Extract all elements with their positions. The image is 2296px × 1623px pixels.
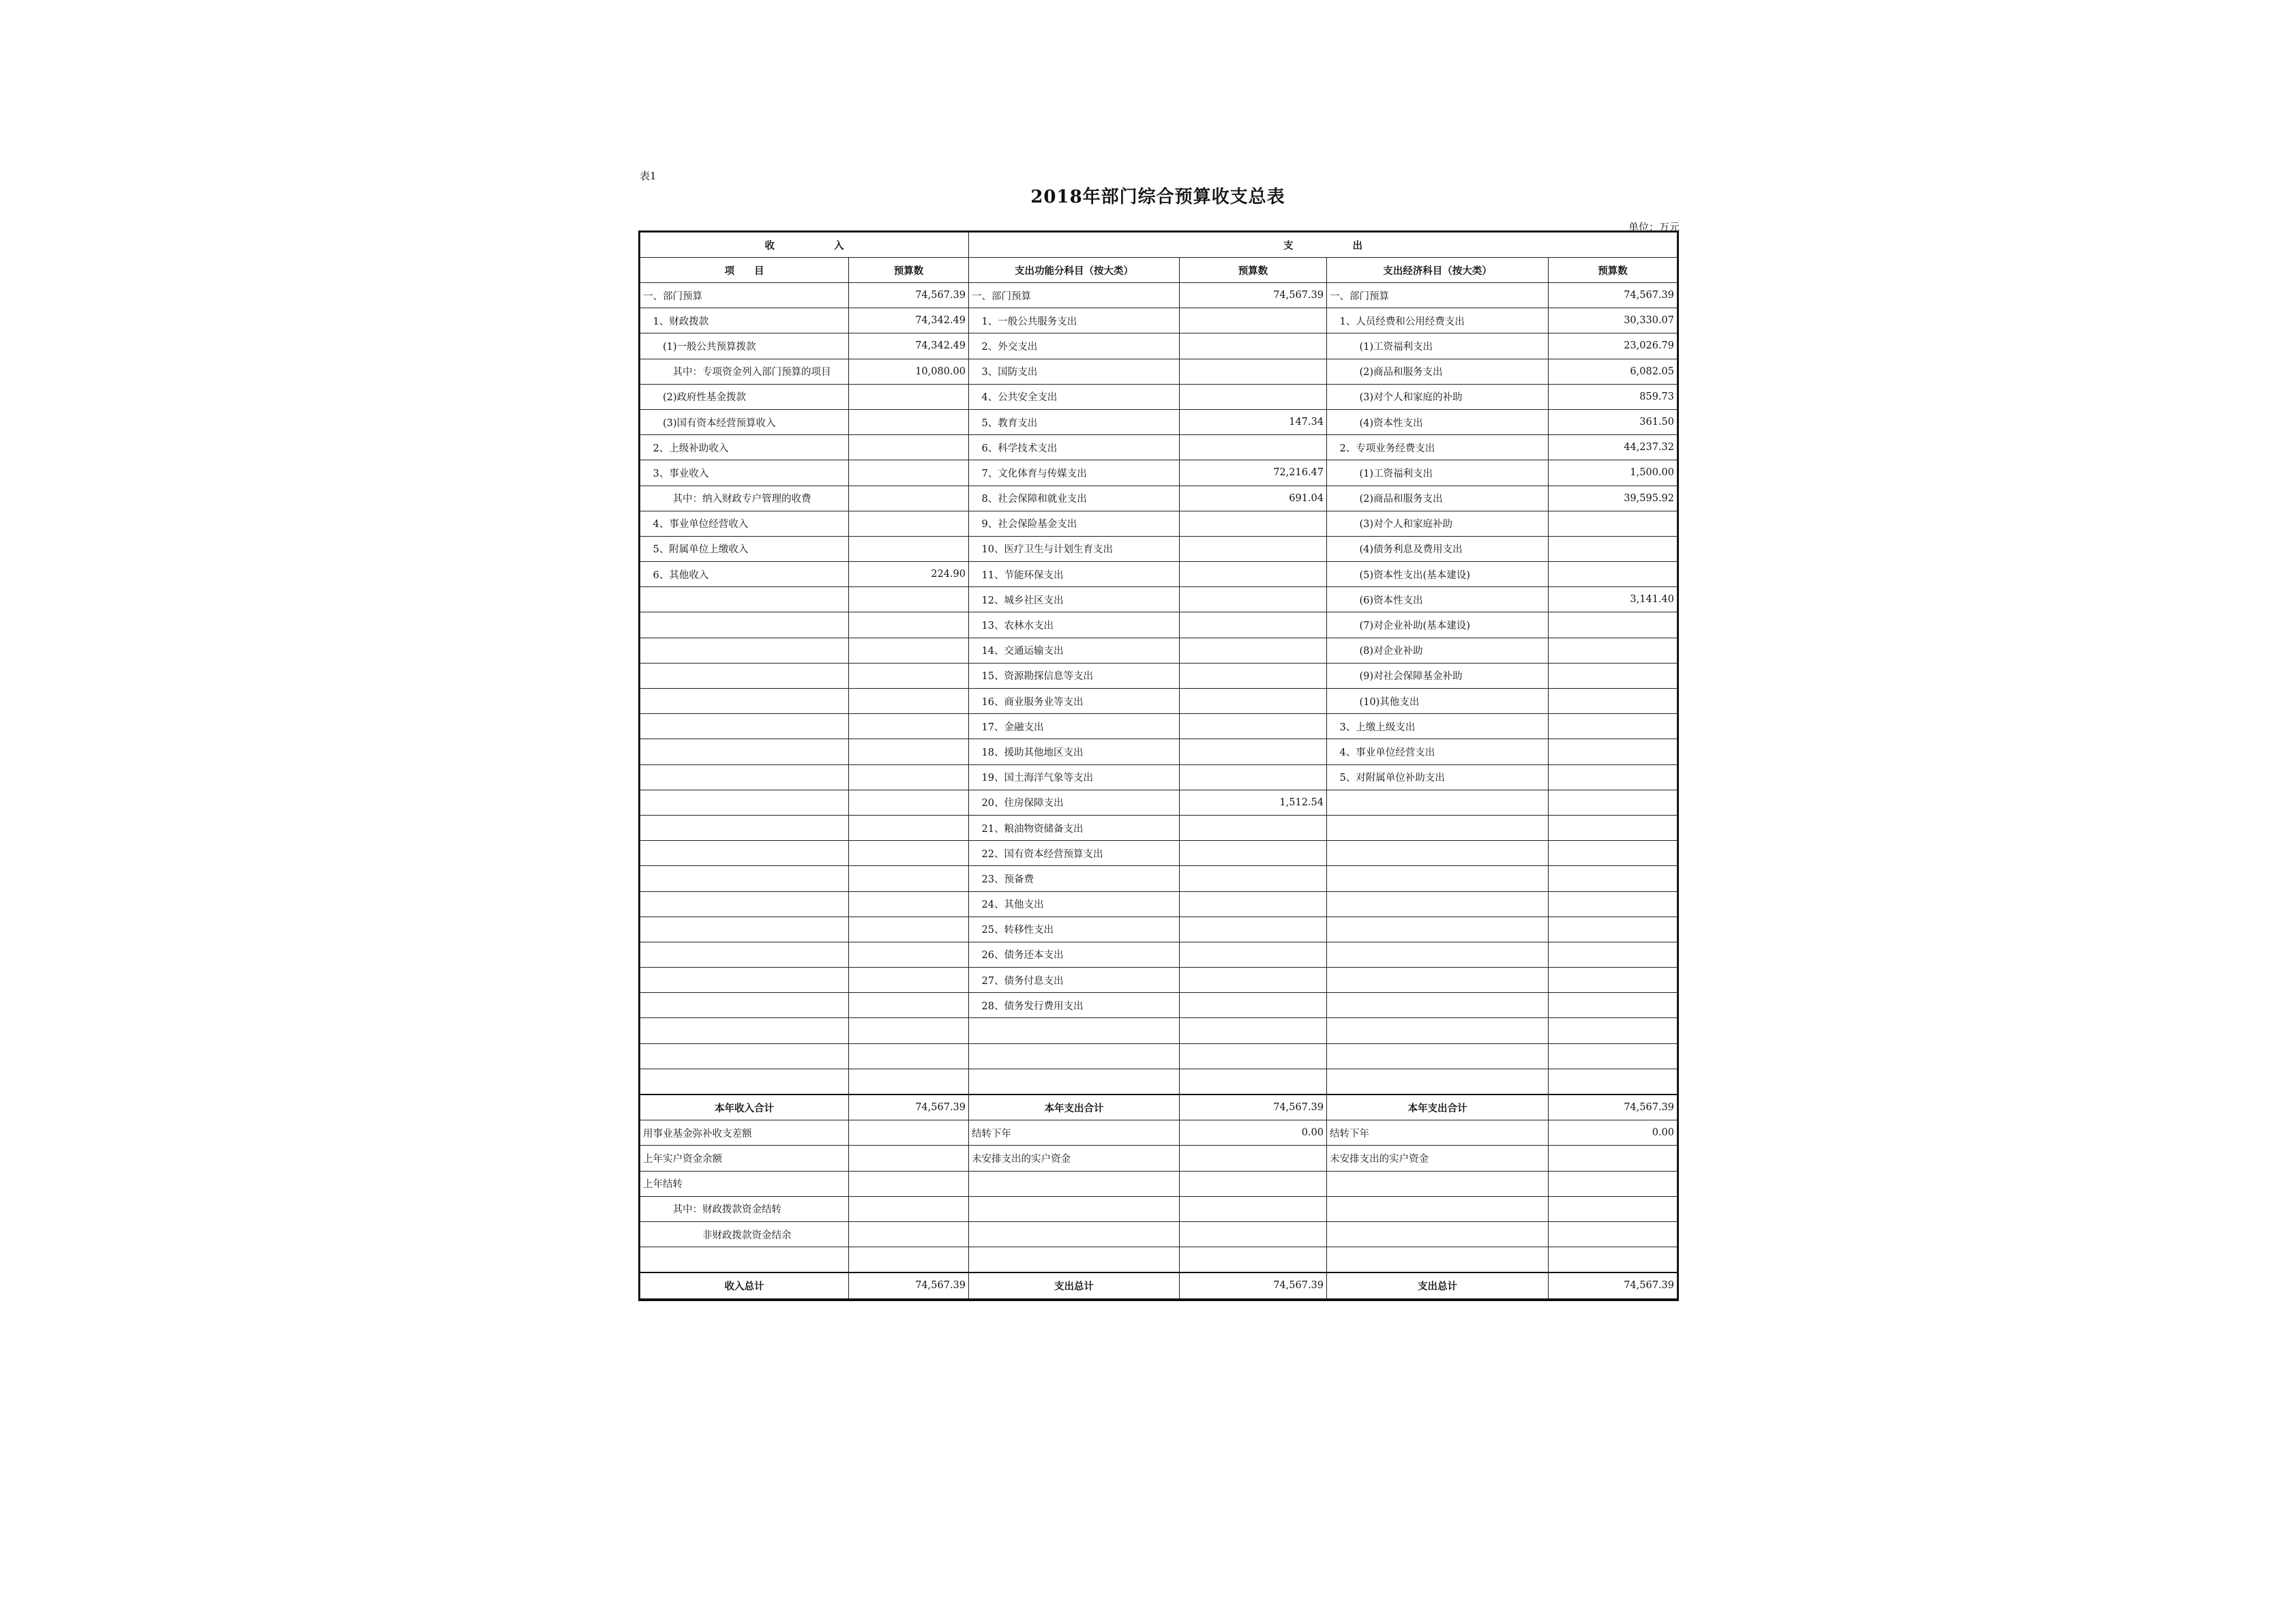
- function-item: 一、部门预算: [969, 283, 1180, 308]
- income-amount: [849, 917, 969, 942]
- economic-item: (3)对个人和家庭的补助: [1327, 384, 1549, 409]
- income-amount: [849, 942, 969, 967]
- income-item: [640, 587, 849, 612]
- economic-item: (3)对个人和家庭补助: [1327, 511, 1549, 536]
- income-item: 其中：纳入财政专户管理的收费: [640, 486, 849, 511]
- economic-amount: [1549, 891, 1678, 917]
- income-amount: [849, 1018, 969, 1043]
- economic-item: (10)其他支出: [1327, 689, 1549, 714]
- table-row: [640, 689, 1678, 714]
- economic-item: (4)债务利息及费用支出: [1327, 536, 1549, 561]
- income-amount: 74,342.49: [849, 308, 969, 333]
- function-item: [969, 1069, 1180, 1095]
- income-item: [640, 841, 849, 866]
- income-item: [640, 1247, 849, 1273]
- economic-amount: 30,330.07: [1549, 308, 1678, 333]
- income-amount: [849, 612, 969, 638]
- economic-amount: [1549, 511, 1678, 536]
- income-amount: [849, 866, 969, 891]
- income-amount: 74,567.39: [849, 283, 969, 308]
- income-item: [640, 866, 849, 891]
- economic-item: 4、事业单位经营支出: [1327, 739, 1549, 764]
- table-row: [640, 333, 1678, 359]
- economic-amount: 1,500.00: [1549, 460, 1678, 486]
- economic-amount: 3,141.40: [1549, 587, 1678, 612]
- table-row: [640, 283, 1678, 308]
- function-amount: [1180, 1018, 1327, 1043]
- income-item: [640, 689, 849, 714]
- income-amount: [849, 841, 969, 866]
- income-amount: 74,342.49: [849, 333, 969, 359]
- function-item: 支出总计: [969, 1272, 1180, 1298]
- income-amount: [849, 511, 969, 536]
- economic-item: 2、专项业务经费支出: [1327, 435, 1549, 460]
- economic-amount: [1549, 968, 1678, 993]
- column-header-row: [640, 258, 1678, 283]
- function-item: [969, 1018, 1180, 1043]
- function-item: 9、社会保险基金支出: [969, 511, 1180, 536]
- table-row: [640, 942, 1678, 967]
- economic-item: (1)工资福利支出: [1327, 460, 1549, 486]
- income-amount: [849, 1043, 969, 1069]
- income-item: 上年结转: [640, 1171, 849, 1196]
- income-item: 上年实户资金余额: [640, 1146, 849, 1171]
- table-row: [640, 587, 1678, 612]
- economic-item: 5、对附属单位补助支出: [1327, 764, 1549, 790]
- economic-item: (9)对社会保障基金补助: [1327, 663, 1549, 688]
- income-amount: [849, 587, 969, 612]
- function-item: 22、国有资本经营预算支出: [969, 841, 1180, 866]
- column-header-budget: 预算数: [849, 258, 969, 283]
- economic-item: 支出总计: [1327, 1272, 1549, 1298]
- economic-amount: [1549, 536, 1678, 561]
- economic-item: [1327, 1171, 1549, 1196]
- income-item: (2)政府性基金拨款: [640, 384, 849, 409]
- function-amount: [1180, 1221, 1327, 1247]
- function-amount: [1180, 612, 1327, 638]
- function-item: 7、文化体育与传媒支出: [969, 460, 1180, 486]
- income-amount: [849, 993, 969, 1018]
- function-item: 24、其他支出: [969, 891, 1180, 917]
- function-item: 27、债务付息支出: [969, 968, 1180, 993]
- income-amount: [849, 663, 969, 688]
- year-total-row: [640, 1095, 1678, 1120]
- economic-amount: [1549, 790, 1678, 815]
- economic-item: [1327, 1043, 1549, 1069]
- table-row: [640, 714, 1678, 739]
- economic-item: [1327, 1247, 1549, 1273]
- economic-item: [1327, 917, 1549, 942]
- grand-total-row: [640, 1272, 1678, 1298]
- economic-amount: 39,595.92: [1549, 486, 1678, 511]
- economic-amount: 74,567.39: [1549, 1272, 1678, 1298]
- income-amount: [849, 1171, 969, 1196]
- table-row: [640, 764, 1678, 790]
- income-item: [640, 815, 849, 840]
- function-amount: [1180, 993, 1327, 1018]
- table-row: [640, 562, 1678, 587]
- economic-amount: 859.73: [1549, 384, 1678, 409]
- income-amount: [849, 536, 969, 561]
- function-amount: [1180, 891, 1327, 917]
- income-item: (3)国有资本经营预算收入: [640, 409, 849, 434]
- function-item: [969, 1043, 1180, 1069]
- income-item: 2、上级补助收入: [640, 435, 849, 460]
- income-amount: [849, 764, 969, 790]
- function-item: 6、科学技术支出: [969, 435, 1180, 460]
- table-row: [640, 663, 1678, 688]
- function-item: [969, 1196, 1180, 1221]
- economic-amount: 361.50: [1549, 409, 1678, 434]
- function-amount: [1180, 511, 1327, 536]
- function-item: [969, 1171, 1180, 1196]
- economic-amount: [1549, 612, 1678, 638]
- function-amount: [1180, 942, 1327, 967]
- function-amount: 74,567.39: [1180, 1095, 1327, 1120]
- function-amount: [1180, 968, 1327, 993]
- income-amount: [849, 1221, 969, 1247]
- economic-amount: [1549, 562, 1678, 587]
- table-row: [640, 815, 1678, 840]
- table-row: [640, 460, 1678, 486]
- function-amount: [1180, 1069, 1327, 1095]
- function-item: 未安排支出的实户资金: [969, 1146, 1180, 1171]
- income-item: [640, 1018, 849, 1043]
- economic-amount: [1549, 1018, 1678, 1043]
- function-item: 11、节能环保支出: [969, 562, 1180, 587]
- economic-item: [1327, 942, 1549, 967]
- economic-amount: [1549, 1043, 1678, 1069]
- economic-amount: [1549, 714, 1678, 739]
- function-amount: 74,567.39: [1180, 283, 1327, 308]
- function-item: 25、转移性支出: [969, 917, 1180, 942]
- income-item: [640, 942, 849, 967]
- table-row: [640, 866, 1678, 891]
- economic-amount: 74,567.39: [1549, 283, 1678, 308]
- table-row: [640, 409, 1678, 434]
- economic-amount: [1549, 942, 1678, 967]
- economic-item: [1327, 815, 1549, 840]
- income-item: [640, 612, 849, 638]
- economic-item: 3、上缴上级支出: [1327, 714, 1549, 739]
- income-amount: 74,567.39: [849, 1272, 969, 1298]
- function-amount: [1180, 359, 1327, 384]
- income-amount: [849, 968, 969, 993]
- economic-amount: [1549, 841, 1678, 866]
- income-section-header: 收 入: [640, 233, 969, 258]
- table-row: [640, 1247, 1678, 1273]
- function-item: 5、教育支出: [969, 409, 1180, 434]
- economic-item: (2)商品和服务支出: [1327, 486, 1549, 511]
- economic-item: [1327, 790, 1549, 815]
- income-item: (1)一般公共预算拨款: [640, 333, 849, 359]
- economic-item: [1327, 866, 1549, 891]
- function-amount: [1180, 841, 1327, 866]
- table-row: [640, 841, 1678, 866]
- table-row: [640, 790, 1678, 815]
- economic-item: 一、部门预算: [1327, 283, 1549, 308]
- economic-amount: 0.00: [1549, 1120, 1678, 1146]
- function-item: 10、医疗卫生与计划生育支出: [969, 536, 1180, 561]
- income-amount: [849, 790, 969, 815]
- unit-label: 单位：万元: [1628, 221, 1680, 233]
- income-item: [640, 891, 849, 917]
- function-item: 18、援助其他地区支出: [969, 739, 1180, 764]
- economic-amount: 74,567.39: [1549, 1095, 1678, 1120]
- economic-item: [1327, 1221, 1549, 1247]
- function-item: 23、预备费: [969, 866, 1180, 891]
- function-item: 16、商业服务业等支出: [969, 689, 1180, 714]
- income-item: [640, 739, 849, 764]
- column-header-budget: 预算数: [1180, 258, 1327, 283]
- income-amount: [849, 1146, 969, 1171]
- income-item: 本年收入合计: [640, 1095, 849, 1120]
- table-row: [640, 993, 1678, 1018]
- function-item: 14、交通运输支出: [969, 638, 1180, 663]
- income-amount: [849, 1247, 969, 1273]
- function-amount: [1180, 1043, 1327, 1069]
- function-amount: [1180, 587, 1327, 612]
- function-item: 4、公共安全支出: [969, 384, 1180, 409]
- table-row: [640, 1171, 1678, 1196]
- function-amount: [1180, 562, 1327, 587]
- function-amount: [1180, 435, 1327, 460]
- income-item: 一、部门预算: [640, 283, 849, 308]
- table-row: [640, 1018, 1678, 1043]
- table-row: [640, 1146, 1678, 1171]
- function-amount: 0.00: [1180, 1120, 1327, 1146]
- table-row: [640, 638, 1678, 663]
- function-item: 19、国土海洋气象等支出: [969, 764, 1180, 790]
- function-item: 13、农林水支出: [969, 612, 1180, 638]
- economic-amount: [1549, 739, 1678, 764]
- economic-item: 结转下年: [1327, 1120, 1549, 1146]
- budget-summary-table: [640, 232, 1678, 1300]
- income-amount: 74,567.39: [849, 1095, 969, 1120]
- economic-amount: 6,082.05: [1549, 359, 1678, 384]
- expense-section-header: 支 出: [969, 233, 1678, 258]
- income-item: [640, 917, 849, 942]
- economic-item: [1327, 1196, 1549, 1221]
- economic-item: (2)商品和服务支出: [1327, 359, 1549, 384]
- income-amount: [849, 815, 969, 840]
- income-item: 4、事业单位经营收入: [640, 511, 849, 536]
- economic-item: [1327, 891, 1549, 917]
- table-row: [640, 1221, 1678, 1247]
- function-item: 8、社会保障和就业支出: [969, 486, 1180, 511]
- table-row: [640, 486, 1678, 511]
- economic-amount: [1549, 866, 1678, 891]
- economic-item: 未安排支出的实户资金: [1327, 1146, 1549, 1171]
- income-item: [640, 714, 849, 739]
- income-item: 6、其他收入: [640, 562, 849, 587]
- function-amount: 691.04: [1180, 486, 1327, 511]
- income-amount: [849, 435, 969, 460]
- economic-item: [1327, 1018, 1549, 1043]
- table-row: [640, 917, 1678, 942]
- function-amount: [1180, 384, 1327, 409]
- function-item: 3、国防支出: [969, 359, 1180, 384]
- function-amount: [1180, 663, 1327, 688]
- economic-amount: [1549, 1146, 1678, 1171]
- economic-item: (7)对企业补助(基本建设): [1327, 612, 1549, 638]
- column-header-economic: 支出经济科目（按大类）: [1327, 258, 1549, 283]
- function-amount: [1180, 1196, 1327, 1221]
- income-amount: [849, 714, 969, 739]
- function-item: 2、外交支出: [969, 333, 1180, 359]
- economic-item: (4)资本性支出: [1327, 409, 1549, 434]
- economic-amount: [1549, 1247, 1678, 1273]
- table-row: [640, 1069, 1678, 1095]
- function-item: 12、城乡社区支出: [969, 587, 1180, 612]
- economic-item: 本年支出合计: [1327, 1095, 1549, 1120]
- income-item: [640, 993, 849, 1018]
- function-amount: [1180, 866, 1327, 891]
- income-amount: [849, 891, 969, 917]
- function-item: 1、一般公共服务支出: [969, 308, 1180, 333]
- income-item: [640, 1043, 849, 1069]
- economic-amount: [1549, 815, 1678, 840]
- table-row: [640, 1043, 1678, 1069]
- function-item: 21、粮油物资储备支出: [969, 815, 1180, 840]
- column-header-budget: 预算数: [1549, 258, 1678, 283]
- table-row: [640, 1120, 1678, 1146]
- income-amount: [849, 638, 969, 663]
- function-amount: [1180, 1146, 1327, 1171]
- function-amount: [1180, 689, 1327, 714]
- function-amount: [1180, 739, 1327, 764]
- economic-item: [1327, 841, 1549, 866]
- function-item: [969, 1221, 1180, 1247]
- table-row: [640, 536, 1678, 561]
- function-amount: [1180, 815, 1327, 840]
- function-amount: [1180, 1247, 1327, 1273]
- table-row: [640, 384, 1678, 409]
- income-item: [640, 663, 849, 688]
- function-item: 17、金融支出: [969, 714, 1180, 739]
- function-amount: [1180, 638, 1327, 663]
- function-amount: [1180, 536, 1327, 561]
- table-row: [640, 612, 1678, 638]
- function-item: [969, 1247, 1180, 1273]
- income-amount: [849, 689, 969, 714]
- income-amount: [849, 1120, 969, 1146]
- table-number-label: 表1: [640, 170, 657, 182]
- table-row: [640, 1196, 1678, 1221]
- economic-item: 1、人员经费和公用经费支出: [1327, 308, 1549, 333]
- function-item: 28、债务发行费用支出: [969, 993, 1180, 1018]
- table-row: [640, 308, 1678, 333]
- function-amount: 74,567.39: [1180, 1272, 1327, 1298]
- function-item: 本年支出合计: [969, 1095, 1180, 1120]
- income-item: 其中：专项资金列入部门预算的项目: [640, 359, 849, 384]
- function-amount: [1180, 1171, 1327, 1196]
- income-amount: [849, 1196, 969, 1221]
- economic-amount: [1549, 764, 1678, 790]
- economic-amount: [1549, 638, 1678, 663]
- table-row: [640, 359, 1678, 384]
- economic-amount: [1549, 1171, 1678, 1196]
- function-amount: 1,512.54: [1180, 790, 1327, 815]
- section-header-row: [640, 233, 1678, 258]
- income-amount: [849, 486, 969, 511]
- economic-amount: [1549, 993, 1678, 1018]
- table-row: [640, 739, 1678, 764]
- function-item: 15、资源勘探信息等支出: [969, 663, 1180, 688]
- column-header-item: 项 目: [640, 258, 849, 283]
- income-item: 1、财政拨款: [640, 308, 849, 333]
- table-row: [640, 435, 1678, 460]
- function-item: 26、债务还本支出: [969, 942, 1180, 967]
- income-item: [640, 1069, 849, 1095]
- income-item: 3、事业收入: [640, 460, 849, 486]
- economic-amount: [1549, 663, 1678, 688]
- function-amount: [1180, 917, 1327, 942]
- economic-item: [1327, 993, 1549, 1018]
- economic-amount: 44,237.32: [1549, 435, 1678, 460]
- table-row: [640, 968, 1678, 993]
- economic-amount: [1549, 1221, 1678, 1247]
- income-item: [640, 638, 849, 663]
- income-item: [640, 968, 849, 993]
- income-item: 5、附属单位上缴收入: [640, 536, 849, 561]
- income-item: 非财政拨款资金结余: [640, 1221, 849, 1247]
- income-item: [640, 790, 849, 815]
- economic-amount: 23,026.79: [1549, 333, 1678, 359]
- function-item: 20、住房保障支出: [969, 790, 1180, 815]
- table-row: [640, 511, 1678, 536]
- income-item: 用事业基金弥补收支差额: [640, 1120, 849, 1146]
- function-amount: [1180, 333, 1327, 359]
- table-row: [640, 891, 1678, 917]
- economic-item: (1)工资福利支出: [1327, 333, 1549, 359]
- economic-amount: [1549, 917, 1678, 942]
- income-amount: [849, 409, 969, 434]
- page-title: 2018年部门综合预算收支总表: [1030, 187, 1285, 207]
- economic-item: [1327, 968, 1549, 993]
- economic-item: (5)资本性支出(基本建设): [1327, 562, 1549, 587]
- function-amount: [1180, 714, 1327, 739]
- income-item: 其中：财政拨款资金结转: [640, 1196, 849, 1221]
- function-amount: [1180, 308, 1327, 333]
- economic-amount: [1549, 1069, 1678, 1095]
- column-header-functional: 支出功能分科目（按大类）: [969, 258, 1180, 283]
- income-amount: [849, 1069, 969, 1095]
- economic-amount: [1549, 1196, 1678, 1221]
- economic-amount: [1549, 689, 1678, 714]
- function-amount: 72,216.47: [1180, 460, 1327, 486]
- income-amount: 10,080.00: [849, 359, 969, 384]
- function-item: 结转下年: [969, 1120, 1180, 1146]
- income-amount: [849, 384, 969, 409]
- income-amount: [849, 460, 969, 486]
- function-amount: [1180, 764, 1327, 790]
- income-item: 收入总计: [640, 1272, 849, 1298]
- income-amount: 224.90: [849, 562, 969, 587]
- economic-item: (6)资本性支出: [1327, 587, 1549, 612]
- function-amount: 147.34: [1180, 409, 1327, 434]
- economic-item: [1327, 1069, 1549, 1095]
- income-item: [640, 764, 849, 790]
- economic-item: (8)对企业补助: [1327, 638, 1549, 663]
- income-amount: [849, 739, 969, 764]
